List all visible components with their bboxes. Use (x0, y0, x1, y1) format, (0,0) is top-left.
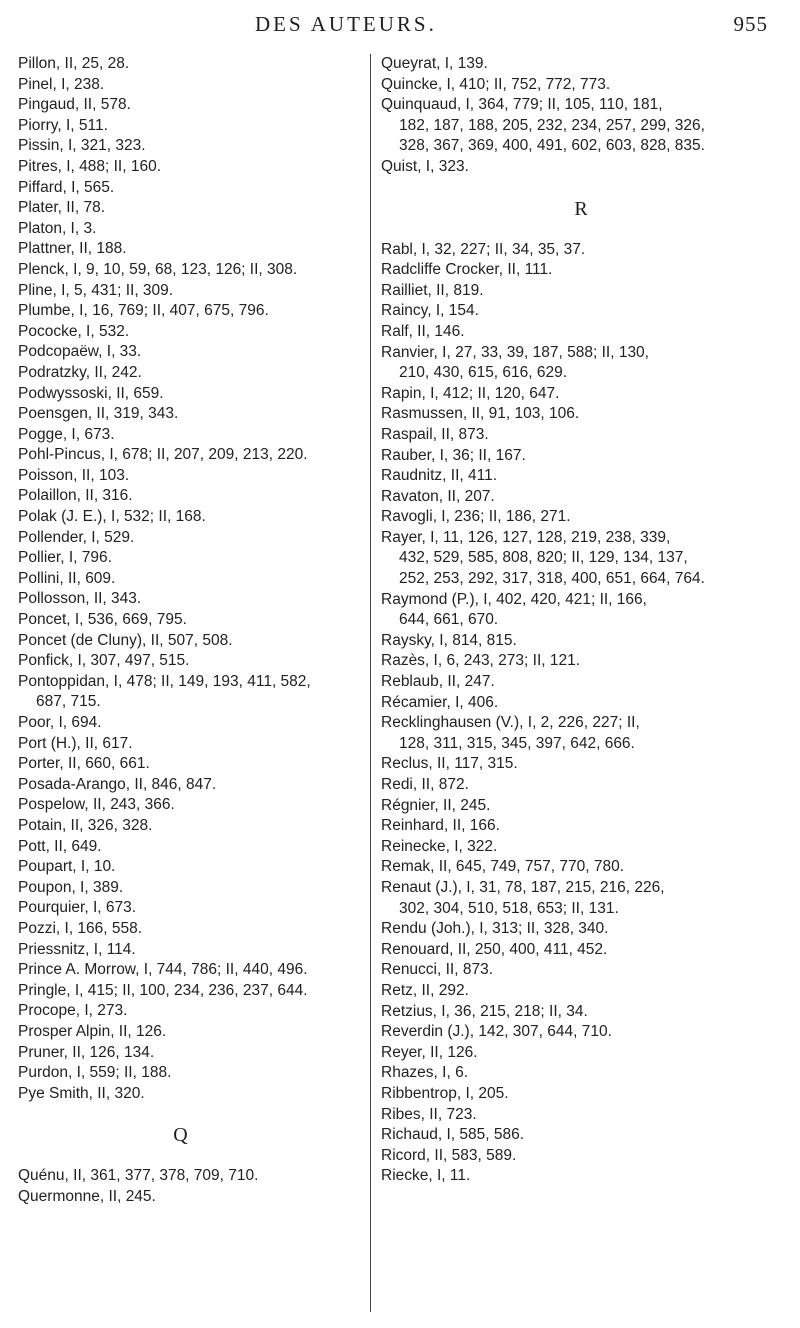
index-entry: Rabl, I, 32, 227; II, 34, 35, 37. (381, 240, 586, 258)
index-entry: Posada-Arango, II, 846, 847. (18, 775, 217, 793)
index-entry: Podratzky, II, 242. (18, 363, 142, 381)
index-entry: Podwyssoski, II, 659. (18, 384, 164, 402)
entry-list-r4 (381, 754, 781, 878)
index-entry: Quist, I, 323. (381, 157, 469, 175)
index-entry-continuation: 687, 715. (36, 693, 101, 711)
index-entry: Polaillon, II, 316. (18, 487, 133, 505)
index-entry: Raincy, I, 154. (381, 302, 479, 320)
index-entry: Pitres, I, 488; II, 160. (18, 157, 162, 175)
index-entry: Pollender, I, 529. (18, 528, 135, 546)
index-entry: Poupon, I, 389. (18, 878, 124, 896)
index-entry: Poor, I, 694. (18, 714, 102, 731)
index-entry: Railliet, II, 819. (381, 281, 484, 299)
entry-list-r1 (381, 240, 781, 343)
right-column (381, 54, 781, 1187)
index-entry: Piffard, I, 565. (18, 178, 115, 196)
index-entry: Queyrat, I, 139. (381, 55, 488, 72)
index-entry: Plenck, I, 9, 10, 59, 68, 123, 126; II, 308. (18, 260, 298, 278)
index-entry: Riecke, I, 11. (381, 1167, 471, 1185)
entry-list-p2 (18, 713, 363, 1104)
index-entry: Potain, II, 326, 328. (18, 816, 153, 834)
index-entry: Procope, I, 273. (18, 1002, 128, 1020)
index-entry-continuation: 328, 367, 369, 400, 491, 602, 603, 828, 835. (399, 137, 705, 155)
index-entry: Retzius, I, 36, 215, 218; II, 34. (381, 1002, 588, 1020)
index-entry: Pospelow, II, 243, 366. (18, 796, 175, 814)
index-entry: Poisson, II, 103. (18, 466, 130, 484)
page-number: 955 (733, 12, 768, 36)
index-entry: Porter, II, 660, 661. (18, 755, 150, 773)
index-entry: Ralf, II, 146. (381, 322, 465, 340)
index-entry: Reblaub, II, 247. (381, 673, 495, 691)
index-entry: Pollini, II, 609. (18, 569, 116, 587)
index-entry: Redi, II, 872. (381, 776, 469, 793)
index-entry: Raspail, II, 873. (381, 425, 489, 443)
index-entry: Richaud, I, 585, 586. (381, 1126, 525, 1144)
index-entry: Quincke, I, 410; II, 752, 772, 773. (381, 75, 611, 93)
entry-list-r2 (381, 384, 781, 528)
index-entry: Pinel, I, 238. (18, 75, 105, 93)
entry-list-q-top (381, 54, 781, 95)
index-entry: Pruner, II, 126, 134. (18, 1043, 155, 1061)
index-entry: Recklinghausen (V.), I, 2, 226, 227; II, (381, 714, 640, 732)
index-entry: Pline, I, 5, 431; II, 309. (18, 281, 174, 299)
left-column (18, 54, 363, 1207)
index-entry: Plattner, II, 188. (18, 240, 127, 258)
index-entry: Ribbentrop, I, 205. (381, 1084, 509, 1102)
index-entry: Ribes, II, 723. (381, 1105, 477, 1123)
page-header (0, 12, 800, 42)
index-entry: Raysky, I, 814, 815. (381, 631, 517, 649)
index-entry: Pontoppidan, I, 478; II, 149, 193, 411, 582, (18, 672, 311, 690)
index-entry: Purdon, I, 559; II, 188. (18, 1064, 172, 1082)
index-entry-continuation: 432, 529, 585, 808, 820; II, 129, 134, 137, (399, 549, 688, 567)
index-entry: Ranvier, I, 27, 33, 39, 187, 588; II, 130, (381, 343, 649, 361)
index-entry: Rasmussen, II, 91, 103, 106. (381, 405, 580, 423)
index-entry: Reyer, II, 126. (381, 1043, 478, 1061)
index-entry: Rendu (Joh.), I, 313; II, 328, 340. (381, 920, 609, 938)
index-entry: Reclus, II, 117, 315. (381, 755, 518, 773)
index-entry-continuation: 252, 253, 292, 317, 318, 400, 651, 664, 764. (399, 570, 705, 588)
index-entry: Reverdin (J.), 142, 307, 644, 710. (381, 1023, 612, 1041)
index-entry: Pingaud, II, 578. (18, 96, 131, 114)
index-entry: Pollosson, II, 343. (18, 590, 142, 608)
index-entry: Quénu, II, 361, 377, 378, 709, 710. (18, 1167, 259, 1185)
index-entry: Plater, II, 78. (18, 199, 106, 217)
index-entry-continuation: 128, 311, 315, 345, 397, 642, 666. (399, 734, 635, 752)
index-entry: Raudnitz, II, 411. (381, 467, 498, 485)
running-title: DES AUTEURS. (255, 12, 437, 36)
index-entry: Podcopaëw, I, 33. (18, 343, 142, 361)
index-entry: Radcliffe Crocker, II, 111. (381, 261, 553, 279)
index-entry: Renaut (J.), I, 31, 78, 187, 215, 216, 226, (381, 878, 665, 896)
index-entry: Raymond (P.), I, 402, 420, 421; II, 166, (381, 590, 647, 608)
index-entry: Platon, I, 3. (18, 219, 97, 237)
index-entry: Pogge, I, 673. (18, 425, 115, 443)
index-entry: Pillon, II, 25, 28. (18, 55, 130, 72)
index-entry: Quinquaud, I, 364, 779; II, 105, 110, 181, (381, 96, 663, 114)
index-entry: Retz, II, 292. (381, 981, 469, 999)
entry-list-q (18, 1166, 363, 1207)
index-entry: Priessnitz, I, 114. (18, 940, 136, 958)
index-entry: Récamier, I, 406. (381, 693, 499, 711)
index-entry: Pissin, I, 321, 323. (18, 137, 146, 155)
index-entry: Pott, II, 649. (18, 837, 102, 855)
index-entry-continuation: 644, 661, 670. (399, 611, 499, 629)
index-entry: Poncet (de Cluny), II, 507, 508. (18, 631, 233, 649)
index-entry: Régnier, II, 245. (381, 796, 491, 814)
index-entry: Port (H.), II, 617. (18, 734, 133, 752)
index-entry: Polak (J. E.), I, 532; II, 168. (18, 508, 206, 526)
index-entry: Reinecke, I, 322. (381, 837, 498, 855)
index-entry-continuation: 182, 187, 188, 205, 232, 234, 257, 299, 326, (399, 116, 705, 134)
index-entry: Pohl-Pincus, I, 678; II, 207, 209, 213, 220. (18, 446, 308, 464)
index-entry: Pozzi, I, 166, 558. (18, 919, 143, 937)
index-entry: Poupart, I, 10. (18, 858, 116, 876)
index-entry: Pococke, I, 532. (18, 322, 130, 340)
index-entry: Piorry, I, 511. (18, 116, 108, 134)
index-entry: Ravogli, I, 236; II, 186, 271. (381, 508, 571, 526)
index-entry: Pringle, I, 415; II, 100, 234, 236, 237, 644. (18, 981, 308, 999)
index-entry: Prosper Alpin, II, 126. (18, 1022, 167, 1040)
index-entry: Pollier, I, 796. (18, 549, 112, 567)
index-entry: Plumbe, I, 16, 769; II, 407, 675, 796. (18, 302, 269, 320)
index-entry: Rhazes, I, 6. (381, 1064, 469, 1082)
index-entry-continuation: 302, 304, 510, 518, 653; II, 131. (399, 899, 619, 917)
entry-list-p (18, 54, 363, 672)
index-entry: Ricord, II, 583, 589. (381, 1146, 517, 1164)
index-entry: Reinhard, II, 166. (381, 817, 500, 835)
index-entry: Rapin, I, 412; II, 120, 647. (381, 384, 560, 402)
entry-list-r3 (381, 631, 781, 713)
index-entry: Prince A. Morrow, I, 744, 786; II, 440, 496. (18, 961, 308, 979)
index-entry: Quermonne, II, 245. (18, 1187, 156, 1205)
index-entry: Rauber, I, 36; II, 167. (381, 446, 526, 464)
index-entry: Ravaton, II, 207. (381, 487, 495, 505)
index-entry: Rayer, I, 11, 126, 127, 128, 219, 238, 339, (381, 528, 671, 546)
index-entry: Poncet, I, 536, 669, 795. (18, 611, 187, 629)
entry-list-r5 (381, 919, 781, 1187)
section-heading-r: R (574, 197, 588, 220)
index-entry: Renucci, II, 873. (381, 961, 494, 979)
index-entry: Pye Smith, II, 320. (18, 1084, 145, 1102)
index-entry: Remak, II, 645, 749, 757, 770, 780. (381, 858, 624, 876)
index-entry: Poensgen, II, 319, 343. (18, 405, 179, 423)
column-divider (370, 54, 371, 1312)
index-entry: Pourquier, I, 673. (18, 899, 137, 917)
index-entry: Renouard, II, 250, 400, 411, 452. (381, 940, 608, 958)
index-entry: Razès, I, 6, 243, 273; II, 121. (381, 652, 581, 670)
section-heading-q: Q (173, 1124, 188, 1147)
index-entry: Ponfick, I, 307, 497, 515. (18, 652, 190, 670)
index-entry-continuation: 210, 430, 615, 616, 629. (399, 364, 568, 382)
